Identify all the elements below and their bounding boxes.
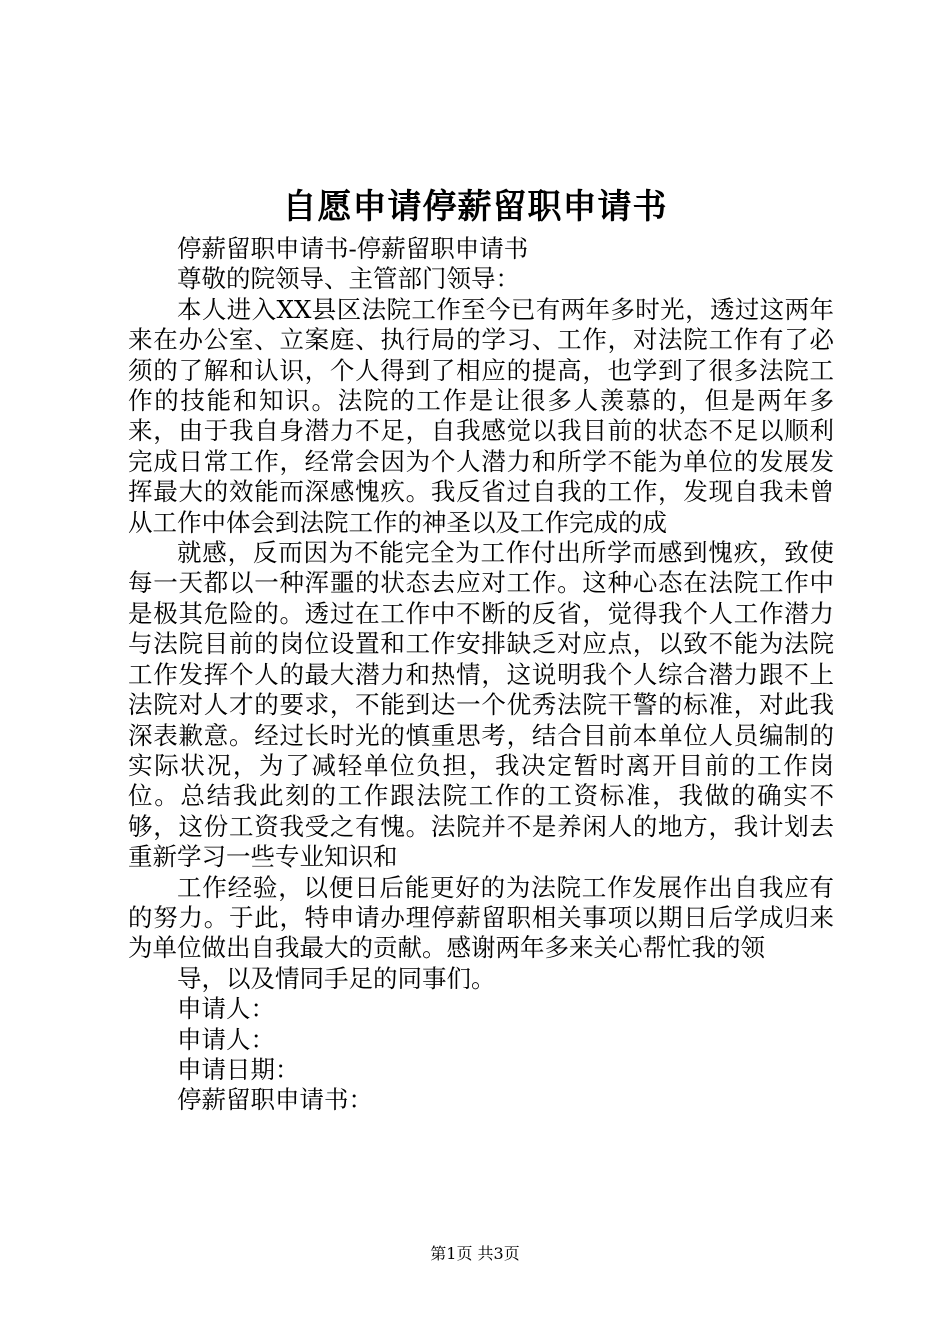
paragraph-body: 本人进入XX县区法院工作至今已有两年多时光，透过这两年来在办公室、立案庭、执行局的学习、工作，对法院工作有了必须的了解和认识，个人得到了相应的提高，也学到了很多法院工作的技能和知识。法院的工作是让很多人羡慕的，但是两年多来，由于我自身潜力不足，自我感觉以我目前的状态不足以顺利完成日常工作，经常会因为个人潜力和所学不能为单位的发展发挥最大的效能而深感愧疚。我反省过自我的工作，发现自我未曾从工作中体会到法院工作的神圣以及工作完成的成 — [128, 294, 834, 537]
page-footer: 第1页 共3页 — [430, 1244, 520, 1263]
paragraph-body: 就感，反而因为不能完全为工作付出所学而感到愧疚，致使每一天都以一种浑噩的状态去应对工作。这种心态在法院工作中是极其危险的。透过在工作中不断的反省，觉得我个人工作潜力与法院目前的岗位设置和工作安排缺乏对应点，以致不能为法院工作发挥个人的最大潜力和热情，这说明我个人综合潜力跟不上法院对人才的要求，不能到达一个优秀法院干警的标准，对此我深表歉意。经过长时光的慎重思考，结合目前本单位人员编制的实际状况，为了减轻单位负担，我决定暂时离开目前的工作岗位。总结我此刻的工作跟法院工作的工资标准，我做的确实不够，这份工资我受之有愧。法院并不是养闲人的地方，我计划去重新学习一些专业知识和 — [128, 538, 834, 872]
paragraph-body: 工作经验，以便日后能更好的为法院工作发展作出自我应有的努力。于此，特申请办理停薪留职相关事项以期日后学成归来为单位做出自我最大的贡献。感谢两年多来关心帮忙我的领 — [128, 872, 834, 963]
document-title: 自愿申请停薪留职申请书 — [282, 187, 668, 227]
paragraph-subtitle: 停薪留职申请书-停薪留职申请书 — [177, 234, 529, 263]
paragraph-salutation: 尊敬的院领导、主管部门领导： — [177, 264, 520, 294]
paragraph-closing: 导，以及情同手足的同事们。 — [177, 963, 496, 993]
appendix-heading: 停薪留职申请书： — [177, 1085, 373, 1115]
application-date-line: 申请日期： — [177, 1054, 300, 1084]
applicant-line: 申请人： — [177, 1024, 275, 1054]
applicant-line: 申请人： — [177, 994, 275, 1024]
document-body — [128, 234, 834, 1116]
